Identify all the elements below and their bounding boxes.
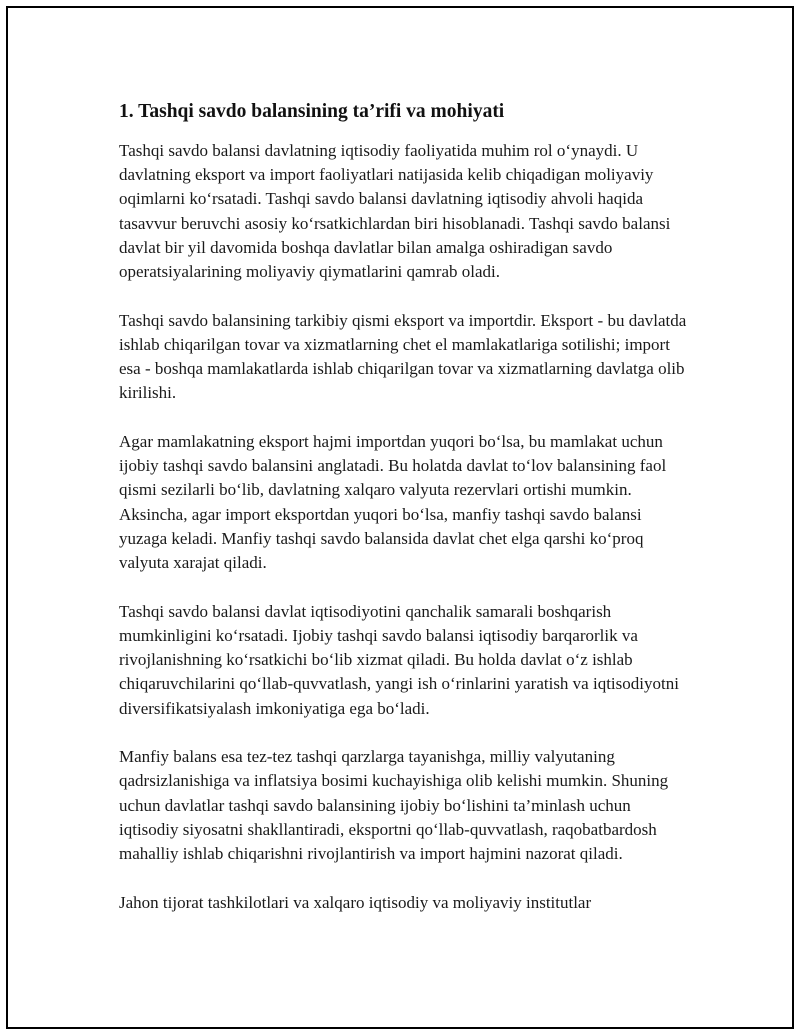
paragraph: Tashqi savdo balansi davlat iqtisodiyotini qanchalik samarali boshqarish mumkinligini ko‘rsatadi. Ijobiy tashqi savdo balansi iqtisodiy barqarorlik va rivojlanishning ko‘rsatkichi bo‘lib xizmat qiladi. Bu holda davlat o‘z ishlab chiqaruvchilarini qo‘llab-quvvatlash, yangi ish o‘rinlarini yaratish va iqtisodiyotni diversifikatsiyalash imkoniyatiga ega bo‘ladi. (119, 601, 679, 718)
page-border (6, 6, 794, 1029)
paragraph: Manfiy balans esa tez-tez tashqi qarzlarga tayanishga, milliy valyutaning qadrsizlanishiga va inflatsiya bosimi kuchayishiga olib kelishi mumkin. Shuning uchun davlatlar tashqi savdo balansining ijobiy bo‘lishini ta’minlash uchun iqtisodiy siyosatni shakllantiradi, eksportni qo‘llab-quvvatlash, raqobatbardosh mahalliy ishlab chiqarishni rivojlantirish va import hajmini nazorat qiladi. (119, 747, 669, 864)
paragraph: Tashqi savdo balansi davlatning iqtisodiy faoliyatida muhim rol o‘ynaydi. U davlatning eksport va import faoliyatlari natijasida kelib chiqadigan moliyaviy oqimlarni ko‘rsatadi. Tashqi savdo balansi davlatning iqtisodiy ahvoli haqida tasavvur beruvchi asosiy ko‘rsatkichlardan biri hisoblanadi. Tashqi savdo balansi davlat bir yil davomida boshqa davlatlar bilan amalga oshiradigan savdo operatsiyalarining moliyaviy qiymatlarini qamrab oladi. (119, 141, 671, 282)
document-body (119, 98, 689, 939)
paragraph: Tashqi savdo balansining tarkibiy qismi eksport va importdir. Eksport - bu davlatda ishlab chiqarilgan tovar va xizmatlarning chet el mamlakatlariga sotilishi; import esa - boshqa mamlakatlarda ishlab chiqarilgan tovar va xizmatlarning davlatga olib kirilishi. (119, 310, 687, 403)
section-heading: 1. Tashqi savdo balansining ta’rifi va mohiyati (119, 101, 505, 122)
paragraph: Jahon tijorat tashkilotlari va xalqaro iqtisodiy va moliyaviy institutlar (119, 892, 592, 912)
paragraph: Agar mamlakatning eksport hajmi importdan yuqori bo‘lsa, bu mamlakat uchun ijobiy tashqi savdo balansini anglatadi. Bu holatda davlat to‘lov balansining faol qismi sezilarli bo‘lib, davlatning xalqaro valyuta rezervlari ortishi mumkin. Aksincha, agar import eksportdan yuqori bo‘lsa, manfiy tashqi savdo balansi yuzaga keladi. Manfiy tashqi savdo balansida davlat chet elga qarshi ko‘proq valyuta xarajat qiladi. (119, 432, 667, 573)
